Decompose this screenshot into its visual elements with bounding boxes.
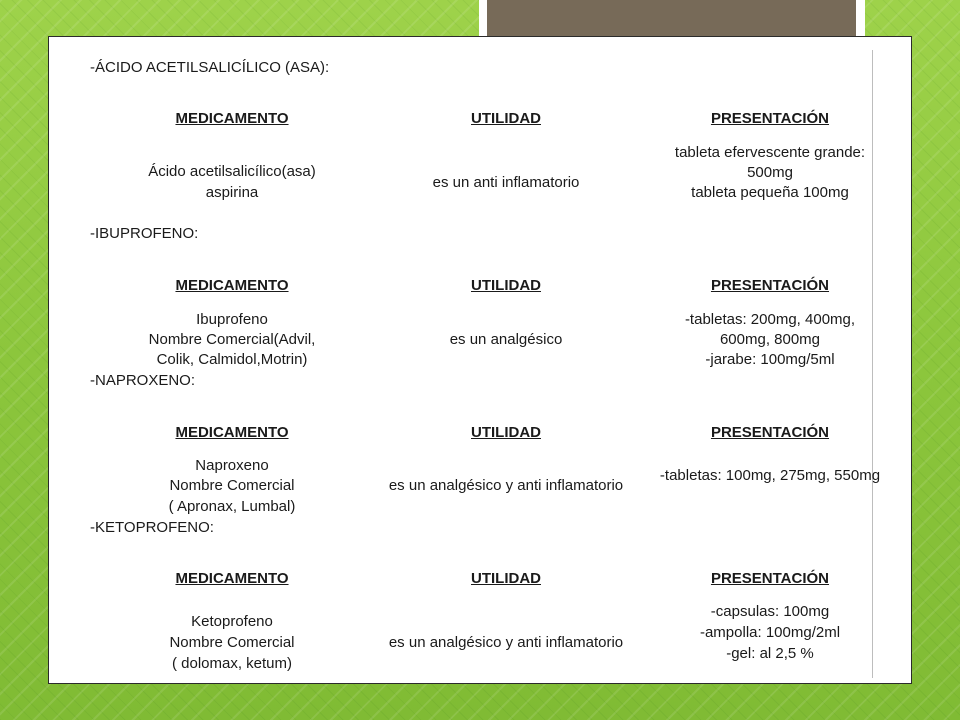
presentacion-line: tableta efervescente grande: <box>674 144 866 161</box>
header-medicamento: MEDICAMENTO <box>175 570 289 587</box>
medicamento-line: Ketoprofeno <box>191 613 273 630</box>
header-presentacion: PRESENTACIÓN <box>710 110 830 127</box>
medicamento-line: Nombre Comercial(Advil, <box>148 331 316 348</box>
medicamento-line: Nombre Comercial <box>169 477 295 494</box>
header-presentacion: PRESENTACIÓN <box>710 570 830 587</box>
medicamento-line: Nombre Comercial <box>169 634 295 651</box>
header-presentacion: PRESENTACIÓN <box>710 277 830 294</box>
header-medicamento: MEDICAMENTO <box>175 277 289 294</box>
presentacion-line: -ampolla: 100mg/2ml <box>699 624 841 641</box>
presentacion-line: 500mg <box>747 164 793 181</box>
section-title-naproxeno: -NAPROXENO: <box>90 372 196 389</box>
utilidad-text: es un analgésico <box>449 331 563 348</box>
header-utilidad: UTILIDAD <box>471 424 541 441</box>
header-medicamento: MEDICAMENTO <box>175 424 289 441</box>
presentacion-line: -gel: al 2,5 % <box>726 645 814 662</box>
document-image <box>56 44 881 678</box>
utilidad-text: es un analgésico y anti inflamatorio <box>388 477 624 494</box>
section-title-ketoprofeno: -KETOPROFENO: <box>90 519 214 536</box>
medicamento-line: ( Apronax, Lumbal) <box>168 498 296 515</box>
presentacion-line: -jarabe: 100mg/5ml <box>705 351 835 368</box>
medicamento-line: Naproxeno <box>195 457 269 474</box>
utilidad-text: es un anti inflamatorio <box>432 174 580 191</box>
medicamento-line: Ibuprofeno <box>196 311 268 328</box>
presentacion-line: -capsulas: 100mg <box>710 603 830 620</box>
presentacion-line: -tabletas: 200mg, 400mg, <box>684 311 856 328</box>
medicamento-line: Ácido acetilsalicílico(asa) <box>148 163 316 180</box>
header-utilidad: UTILIDAD <box>471 277 541 294</box>
presentacion-line: tableta pequeña 100mg <box>691 184 849 201</box>
section-title-ibuprofeno: -IBUPROFENO: <box>90 225 199 242</box>
medicamento-line: ( dolomax, ketum) <box>171 655 293 672</box>
header-utilidad: UTILIDAD <box>471 570 541 587</box>
section-title-asa: -ÁCIDO ACETILSALICÍLICO (ASA): <box>90 59 330 76</box>
utilidad-text: es un analgésico y anti inflamatorio <box>388 634 624 651</box>
presentacion-line: -tabletas: 100mg, 275mg, 550mg <box>659 467 881 484</box>
presentacion-line: 600mg, 800mg <box>719 331 821 348</box>
header-medicamento: MEDICAMENTO <box>175 110 289 127</box>
header-presentacion: PRESENTACIÓN <box>710 424 830 441</box>
medicamento-line: aspirina <box>205 184 259 201</box>
header-utilidad: UTILIDAD <box>471 110 541 127</box>
medicamento-line: Colik, Calmidol,Motrin) <box>156 351 308 368</box>
